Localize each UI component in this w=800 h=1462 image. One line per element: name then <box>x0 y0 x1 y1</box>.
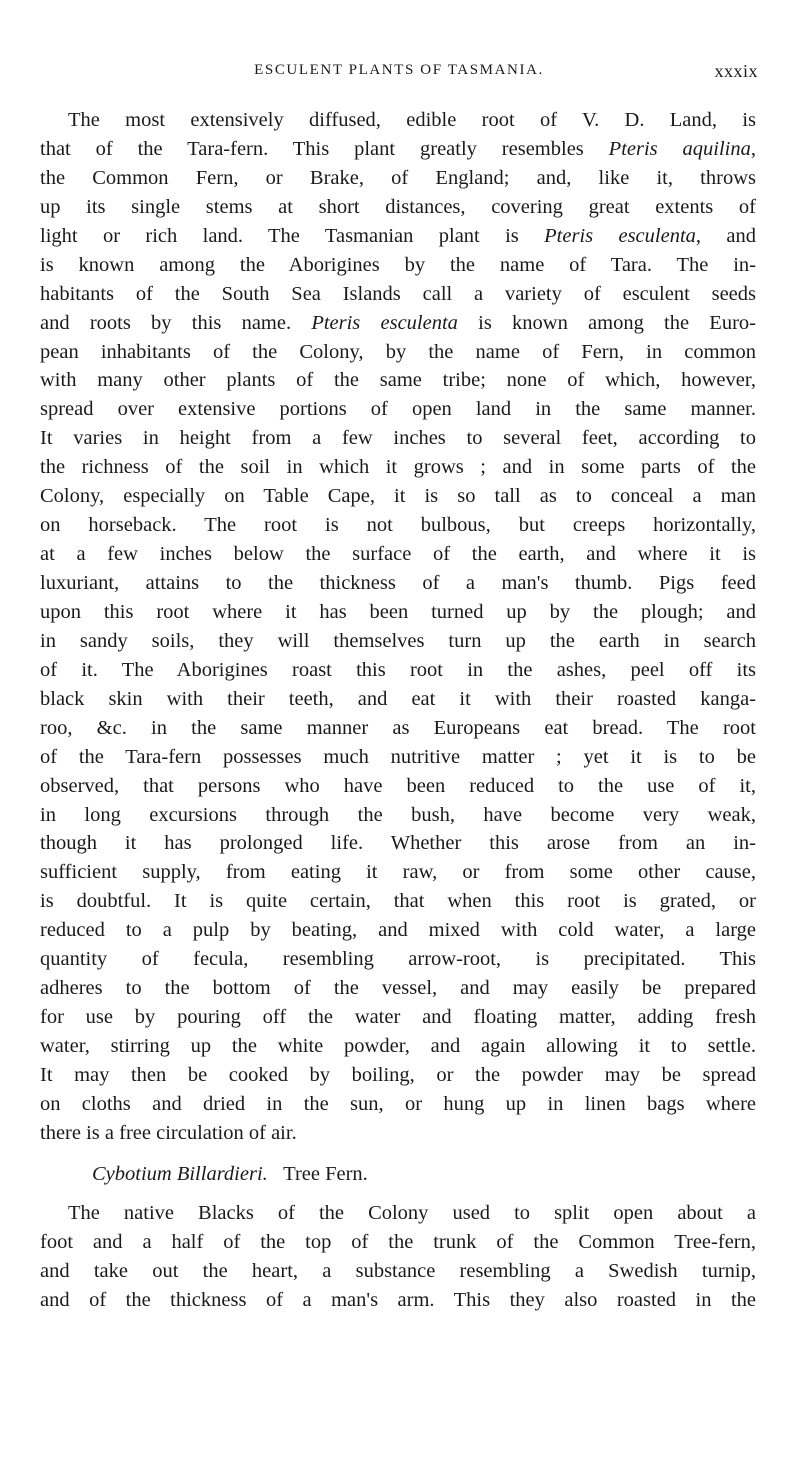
text-line: The native Blacks of the Colony used to split open about a <box>68 1201 756 1224</box>
species-name: Cybotium Billardieri. <box>92 1162 268 1185</box>
text-line: the Common Fern, or Brake, of England; and, like it, throws <box>40 166 756 189</box>
text-line: spread over extensive portions of open land in the same manner. <box>40 398 756 421</box>
text-line: at a few inches below the surface of the earth, and where it is <box>40 543 756 566</box>
text-line: foot and a half of the top of the trunk of the Common Tree-fern, <box>40 1230 756 1253</box>
text-line: It varies in height from a few inches to several feet, according to <box>40 427 756 450</box>
text-line: roo, &c. in the same manner as Europeans eat bread. The root <box>40 716 756 739</box>
page-number: xxxix <box>714 61 758 81</box>
text-line: the richness of the soil in which it grows ; and in some parts of the <box>40 456 756 479</box>
text-line: up its single stems at short distances, covering great extents of <box>40 195 756 218</box>
paragraph-tree-fern <box>40 1199 756 1315</box>
text-line: water, stirring up the white powder, and again allowing it to settle. <box>40 1035 756 1057</box>
text-line: and of the thickness of a man's arm. This they also roasted in the <box>40 1288 756 1311</box>
text-line: though it has prolonged life. Whether this arose from an in- <box>40 832 756 855</box>
text-line: of it. The Aborigines roast this root in the ashes, peel off its <box>40 658 756 681</box>
paragraph-tara-fern <box>40 106 756 1148</box>
text-line: is doubtful. It is quite certain, that when this root is grated, or <box>40 890 756 913</box>
text-line: is known among the Aborigines by the name of Tara. The in- <box>40 253 756 276</box>
text-line: black skin with their teeth, and eat it with their roasted kanga- <box>40 687 756 710</box>
text-line: Colony, especially on Table Cape, it is so tall as to conceal a man <box>40 485 756 508</box>
text-line: of the Tara-fern possesses much nutritive matter ; yet it is to be <box>40 745 756 768</box>
text-line: in long excursions through the bush, have become very weak, <box>40 803 756 826</box>
text-line: observed, that persons who have been reduced to the use of it, <box>40 774 756 797</box>
text-line: for use by pouring off the water and floating matter, adding fresh <box>40 1006 756 1029</box>
running-title: ESCULENT PLANTS OF TASMANIA. <box>254 62 544 78</box>
common-name: Tree Fern. <box>283 1162 368 1185</box>
text-line: and take out the heart, a substance resembling a Swedish turnip, <box>40 1259 756 1282</box>
text-line: on cloths and dried in the sun, or hung up in linen bags where <box>40 1092 756 1115</box>
text-line: with many other plants of the same tribe; none of which, however, <box>40 369 756 392</box>
running-header <box>40 62 758 88</box>
text-line: pean inhabitants of the Colony, by the name of Fern, in common <box>40 340 756 363</box>
section-heading <box>40 1160 756 1189</box>
text-line: quantity of fecula, resembling arrow-root, is precipitated. This <box>40 948 756 971</box>
text-line: The most extensively diffused, edible root of V. D. Land, is <box>68 109 756 131</box>
text-line: reduced to a pulp by beating, and mixed with cold water, a large <box>40 919 756 942</box>
text-line: light or rich land. The Tasmanian plant is Pteris esculenta, and <box>40 224 756 247</box>
text-line: and roots by this name. Pteris esculenta is known among the Euro- <box>40 311 756 334</box>
text-line: on horseback. The root is not bulbous, but creeps horizontally, <box>40 514 756 537</box>
text-line: sufficient supply, from eating it raw, or from some other cause, <box>40 861 756 884</box>
text-line: adheres to the bottom of the vessel, and may easily be prepared <box>40 977 756 1000</box>
text-line: that of the Tara-fern. This plant greatly resembles Pteris aquilina, <box>40 137 756 160</box>
text-line: upon this root where it has been turned up by the plough; and <box>40 600 756 623</box>
page-body <box>40 106 756 1314</box>
text-line: habitants of the South Sea Islands call a variety of esculent seeds <box>40 282 756 305</box>
text-line: in sandy soils, they will themselves turn up the earth in search <box>40 629 756 652</box>
text-line: luxuriant, attains to the thickness of a man's thumb. Pigs feed <box>40 572 756 594</box>
text-line: there is a free circulation of air. <box>40 1121 297 1144</box>
text-line: It may then be cooked by boiling, or the powder may be spread <box>40 1063 756 1086</box>
